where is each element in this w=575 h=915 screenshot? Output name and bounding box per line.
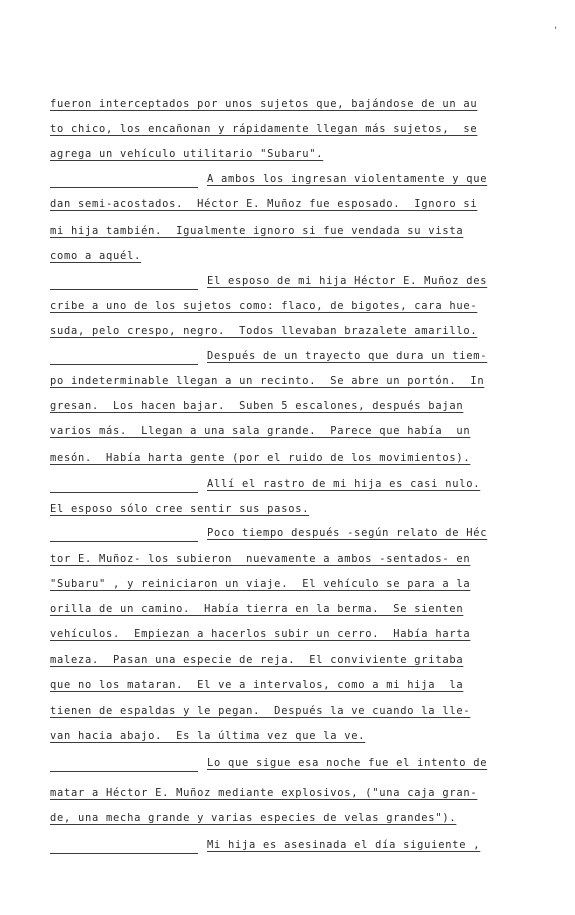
- text-line: A ambos los ingresan violentamente y que: [207, 173, 488, 185]
- corner-mark: ': [553, 26, 559, 36]
- text-line: Después de un trayecto que dura un tiem-: [207, 350, 488, 362]
- text-line: varios más. Llegan a una sala grande. Parece que había un: [50, 425, 471, 437]
- text-line: gresan. Los hacen bajar. Suben 5 escalones, después bajan: [50, 400, 464, 412]
- text-line: tor E. Muñoz- los subieron nuevamente a ambos -sentados- en: [50, 553, 471, 565]
- indent-rule: [50, 492, 198, 493]
- text-line: orilla de un camino. Había tierra en la berma. Se sienten: [50, 603, 464, 615]
- text-line: matar a Héctor E. Muñoz mediante explosivos, ("una caja gran-: [50, 787, 478, 799]
- indent-rule: [50, 853, 198, 854]
- text-line: cribe a uno de los sujetos como: flaco, de bigotes, cara hue-: [50, 300, 478, 312]
- text-line: "Subaru" , y reiniciaron un viaje. El vehículo se para a la: [50, 578, 471, 590]
- text-line: po indeterminable llegan a un recinto. Se abre un portón. In: [50, 375, 485, 387]
- text-line: dan semi-acostados. Héctor E. Muñoz fue esposado. Ignoro si: [50, 198, 478, 210]
- text-line: Lo que sigue esa noche fue el intento de: [207, 757, 488, 769]
- text-line: El esposo sólo cree sentir sus pasos.: [50, 503, 310, 515]
- text-line: que no los mataran. El ve a intervalos, como a mi hija la: [50, 679, 464, 691]
- indent-rule: [50, 541, 198, 542]
- text-line: to chico, los encañonan y rápidamente llegan más sujetos, se: [50, 123, 478, 135]
- text-line: agrega un vehículo utilitario "Subaru".: [50, 148, 324, 160]
- text-line: mesón. Había harta gente (por el ruido de los movimientos).: [50, 452, 471, 464]
- text-line: fueron interceptados por unos sujetos que, bajándose de un au: [50, 98, 478, 110]
- text-line: Allí el rastro de mi hija es casi nulo.: [207, 478, 481, 490]
- text-line: como a aquél.: [50, 250, 142, 262]
- text-line: maleza. Pasan una especie de reja. El conviviente gritaba: [50, 654, 464, 666]
- indent-rule: [50, 364, 198, 365]
- indent-rule: [50, 771, 198, 772]
- text-line: van hacia abajo. Es la última vez que la ve.: [50, 730, 366, 742]
- text-line: vehículos. Empiezan a hacerlos subir un cerro. Había harta: [50, 628, 471, 640]
- indent-rule: [50, 187, 198, 188]
- text-line: suda, pelo crespo, negro. Todos llevaban brazalete amarillo.: [50, 325, 478, 337]
- text-line: Poco tiempo después -según relato de Héc: [207, 527, 488, 539]
- indent-rule: [50, 289, 198, 290]
- text-line: tienen de espaldas y le pegan. Después la ve cuando la lle-: [50, 705, 471, 717]
- text-line: mi hija también. Igualmente ignoro si fue vendada su vista: [50, 225, 464, 237]
- text-line: El esposo de mi hija Héctor E. Muñoz des: [207, 275, 488, 287]
- text-line: Mi hija es asesinada el día siguiente ,: [207, 839, 481, 851]
- text-line: de, una mecha grande y varias especies de velas grandes").: [50, 812, 457, 824]
